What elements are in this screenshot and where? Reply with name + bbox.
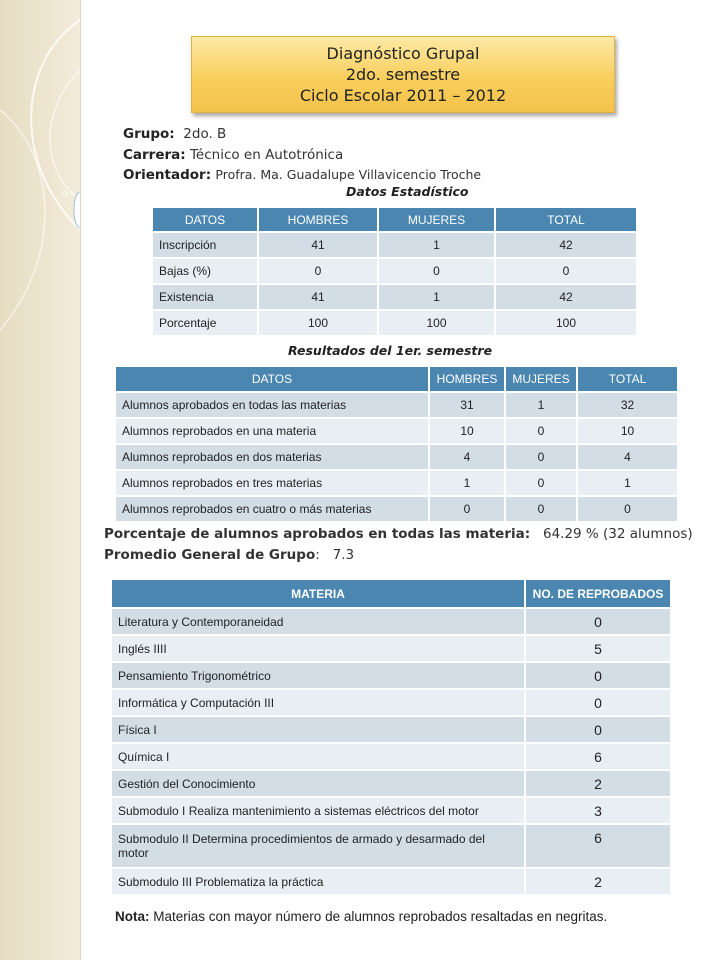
table-cell: 4 [578, 445, 677, 469]
title-line-1: Diagnóstico Grupal [326, 44, 480, 63]
table-cell: 32 [578, 393, 677, 417]
table-row [153, 259, 636, 283]
table-cell: 100 [259, 311, 377, 335]
materias-table [110, 578, 672, 896]
table-cell: 1 [578, 471, 677, 495]
promedio-colon: : [315, 547, 320, 563]
table-cell: 0 [526, 609, 670, 634]
porcentaje-value: 64.29 % (32 alumnos) [542, 526, 693, 542]
table-header: HOMBRES [430, 367, 504, 391]
orientador-line [123, 167, 481, 183]
table-cell: 0 [496, 259, 636, 283]
decorative-sidebar [0, 0, 81, 960]
datos-caption: Datos Estadístico [346, 184, 469, 199]
table-row [153, 311, 636, 335]
table-header: MATERIA [112, 580, 524, 607]
table-cell: 0 [259, 259, 377, 283]
table-cell: Submodulo II Determina procedimientos de armado y desarmado del motor [112, 825, 524, 867]
orientador-value: Profra. Ma. Guadalupe Villavicencio Troche [215, 167, 482, 182]
table-row [116, 419, 677, 443]
footnote [115, 909, 607, 924]
table-cell: Porcentaje [153, 311, 257, 335]
table-cell: 1 [506, 393, 576, 417]
table-header: MUJERES [379, 208, 494, 231]
table-cell: Alumnos reprobados en tres materias [116, 471, 428, 495]
svg-text:o: o [62, 188, 69, 199]
table-cell: Submodulo III Problematiza la práctica [112, 869, 524, 894]
porcentaje-label: Porcentaje de alumnos aprobados en todas las materia: [104, 526, 531, 542]
table-cell: Alumnos reprobados en dos materias [116, 445, 428, 469]
table-header: DATOS [153, 208, 257, 231]
table-cell: 1 [379, 285, 494, 309]
table-cell: 2 [526, 869, 670, 894]
title-line-2: 2do. semestre [345, 65, 461, 84]
table-row [112, 717, 670, 742]
table-cell: 42 [496, 233, 636, 257]
table-cell: Química I [112, 744, 524, 769]
table-cell: 0 [506, 419, 576, 443]
table-row [112, 663, 670, 688]
table-header: MUJERES [506, 367, 576, 391]
table-cell: 0 [506, 471, 576, 495]
carrera-value: Técnico en Autotrónica [189, 147, 344, 163]
title-line-3: Ciclo Escolar 2011 – 2012 [299, 86, 507, 105]
porcentaje-line [104, 526, 693, 542]
table-cell: Informática y Computación III [112, 690, 524, 715]
table-cell: 41 [259, 233, 377, 257]
table-row [112, 690, 670, 715]
table-cell: 4 [430, 445, 504, 469]
table-cell: Alumnos aprobados en todas las materias [116, 393, 428, 417]
promedio-value: 7.3 [332, 547, 355, 563]
table-cell: Bajas (%) [153, 259, 257, 283]
table-row [116, 445, 677, 469]
title-banner [191, 36, 615, 113]
table-row [112, 636, 670, 661]
grupo-value: 2do. B [183, 126, 227, 142]
table-row [116, 393, 677, 417]
table-header: DATOS [116, 367, 428, 391]
table-cell: 31 [430, 393, 504, 417]
table-row [112, 798, 670, 823]
table-cell: 6 [526, 825, 670, 867]
table-header: TOTAL [496, 208, 636, 231]
grupo-line [123, 126, 226, 142]
table-cell: Pensamiento Trigonométrico [112, 663, 524, 688]
resultados-table [114, 365, 679, 523]
table-header: HOMBRES [259, 208, 377, 231]
table-cell: 0 [430, 497, 504, 521]
table-row [112, 825, 670, 867]
table-cell: 0 [578, 497, 677, 521]
table-cell: Inscripción [153, 233, 257, 257]
resultados-caption: Resultados del 1er. semestre [288, 343, 493, 358]
table-cell: 2 [526, 771, 670, 796]
table-cell: 0 [526, 690, 670, 715]
table-row [112, 869, 670, 894]
table-cell: 3 [526, 798, 670, 823]
note-label: Nota: [115, 909, 150, 924]
table-cell: Física I [112, 717, 524, 742]
table-cell: 0 [379, 259, 494, 283]
table-cell: 10 [430, 419, 504, 443]
table-cell: Literatura y Contemporaneidad [112, 609, 524, 634]
table-cell: 0 [526, 717, 670, 742]
table-cell: 1 [430, 471, 504, 495]
table-cell: 100 [496, 311, 636, 335]
table-cell: 41 [259, 285, 377, 309]
table-row [153, 233, 636, 257]
table-cell: Alumnos reprobados en cuatro o más materias [116, 497, 428, 521]
table-row [112, 609, 670, 634]
table-cell: 0 [526, 663, 670, 688]
table-cell: Alumnos reprobados en una materia [116, 419, 428, 443]
promedio-line [104, 547, 354, 563]
orientador-label: Orientador: [123, 167, 212, 183]
table-cell: 1 [379, 233, 494, 257]
carrera-line [123, 147, 343, 163]
table-row [112, 771, 670, 796]
table-cell: 100 [379, 311, 494, 335]
table-header: TOTAL [578, 367, 677, 391]
table-cell: Inglés IIII [112, 636, 524, 661]
table-row [116, 497, 677, 521]
grupo-label: Grupo: [123, 126, 175, 142]
decorative-curves-icon [0, 0, 80, 960]
table-row [116, 471, 677, 495]
carrera-label: Carrera: [123, 147, 186, 163]
table-row [112, 744, 670, 769]
table-cell: 10 [578, 419, 677, 443]
table-header: NO. DE REPROBADOS [526, 580, 670, 607]
table-cell: 5 [526, 636, 670, 661]
table-cell: Gestión del Conocimiento [112, 771, 524, 796]
note-text: Materias con mayor número de alumnos reprobados resaltadas en negritas. [149, 909, 608, 924]
table-cell: Submodulo I Realiza mantenimiento a sistemas eléctricos del motor [112, 798, 524, 823]
table-row [153, 285, 636, 309]
table-cell: Existencia [153, 285, 257, 309]
table-cell: 0 [506, 445, 576, 469]
promedio-label: Promedio General de Grupo [104, 547, 316, 563]
table-cell: 42 [496, 285, 636, 309]
table-cell: 0 [506, 497, 576, 521]
datos-table [151, 206, 638, 337]
table-cell: 6 [526, 744, 670, 769]
